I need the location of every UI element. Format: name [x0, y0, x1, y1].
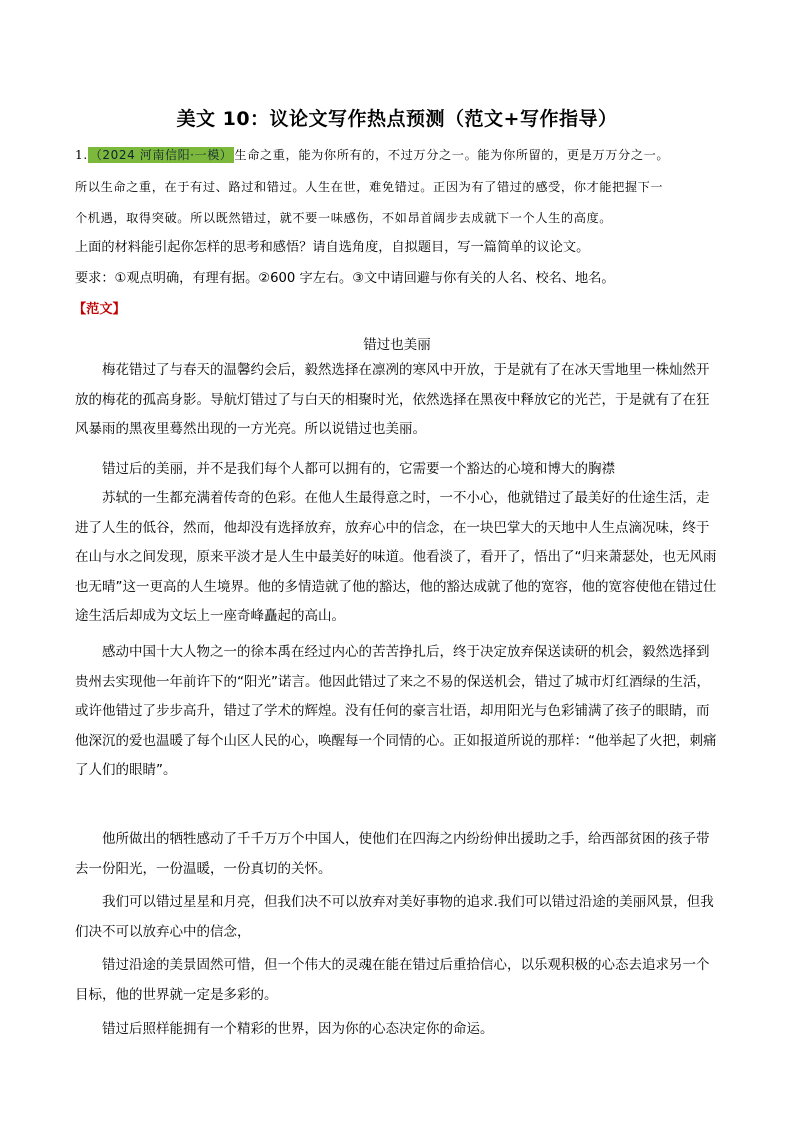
material-text-1: 生命之重，能为你所有的，不过万分之一。能为你所留的，更是万万分之一。 [234, 148, 670, 162]
material-line-1 [75, 146, 720, 164]
source-tag: （2024 河南信阳·一模） [89, 148, 233, 162]
essay-paragraph-4: 感动中国十大人物之一的徐本禹在经过内心的苦苦挣扎后，终于决定放弃保送读研的机会，毅然选择到贵州去实现他一年前许下的“阳光”诺言。他因此错过了来之不易的保送机会，错过了城市灯红酒绿的生活，或许他错过了步步高升，错过了学术的辉煌。没有任何的豪言壮语，却用阳光与色彩铺满了孩子的眼睛，而他深沉的爱也温暖了每个山区人民的心，唤醒每一个同情的心。正如报道所说的那样：“他举起了火把，刺痛了人们的眼睛”。 [75, 644, 717, 778]
material-line-2: 所以生命之重，在于有过、路过和错过。人生在世，难免错过。正因为有了错过的感受，你才能把握下一 [75, 180, 664, 194]
essay-prompt: 上面的材料能引起你怎样的思考和感悟？请自选角度，自拟题目，写一篇简单的议论文。 [75, 240, 590, 255]
essay-paragraph-2: 错过后的美丽，并不是我们每个人都可以拥有的，它需要一个豁达的心境和博大的胸襟 [102, 461, 615, 477]
essay-paragraph-6: 我们可以错过星星和月亮，但我们决不可以放弃对美好事物的追求.我们可以错过沿途的美丽风景，但我们决不可以放弃心中的信念， [75, 894, 714, 940]
section-label: 【范文】 [73, 302, 126, 317]
essay-paragraph-3: 苏轼的一生都充满着传奇的色彩。在他人生最得意之时，一不小心，他就错过了最美好的仕途生活，走进了人生的低谷，然而，他却没有选择放弃，放弃心中的信念，在一块巴掌大的天地中人生点滴况味，终于在山与水之间发现，原来平淡才是人生中最美好的味道。他看淡了，看开了，悟出了“归来萧瑟处，也无风雨也无晴”这一更高的人生境界。他的多情造就了他的豁达，他的豁达成就了他的宽容，他的宽容使他在错过仕途生活后却成为文坛上一座奇峰矗起的高山。 [75, 490, 717, 624]
essay-requirements: 要求：①观点明确，有理有据。②600 字左右。③文中请回避与你有关的人名、校名、地名。 [75, 271, 615, 286]
essay-title: 错过也美丽 [363, 337, 431, 353]
essay-paragraph-1: 梅花错过了与春天的温馨约会后，毅然选择在凛冽的寒风中开放，于是就有了在冰天雪地里一株灿然开放的梅花的孤高身影。导航灯错过了与白天的相聚时光，依然选择在黑夜中释放它的光芒，于是就有了在狂风暴雨的黑夜里蓦然出现的一方光亮。所以说错过也美丽。 [75, 362, 710, 437]
material-line-3: 个机遇，取得突破。所以既然错过，就不要一味感伤，不如昂首阔步去成就下一个人生的高度。 [75, 211, 613, 225]
essay-paragraph-5: 他所做出的牺牲感动了千千万万个中国人，使他们在四海之内纷纷伸出援助之手，给西部贫困的孩子带去一份阳光，一份温暖，一份真切的关怀。 [75, 831, 710, 877]
essay-paragraph-8: 错过后照样能拥有一个精彩的世界，因为你的心态决定你的命运。 [102, 1021, 494, 1037]
essay-paragraph-7: 错过沿途的美景固然可惜，但一个伟大的灵魂在能在错过后重拾信心，以乐观积极的心态去追求另一个目标，他的世界就一定是多彩的。 [75, 957, 710, 1003]
page-title: 美文 10：议论文写作热点预测（范文+写作指导） [176, 108, 618, 130]
question-number: 1. [75, 148, 88, 162]
